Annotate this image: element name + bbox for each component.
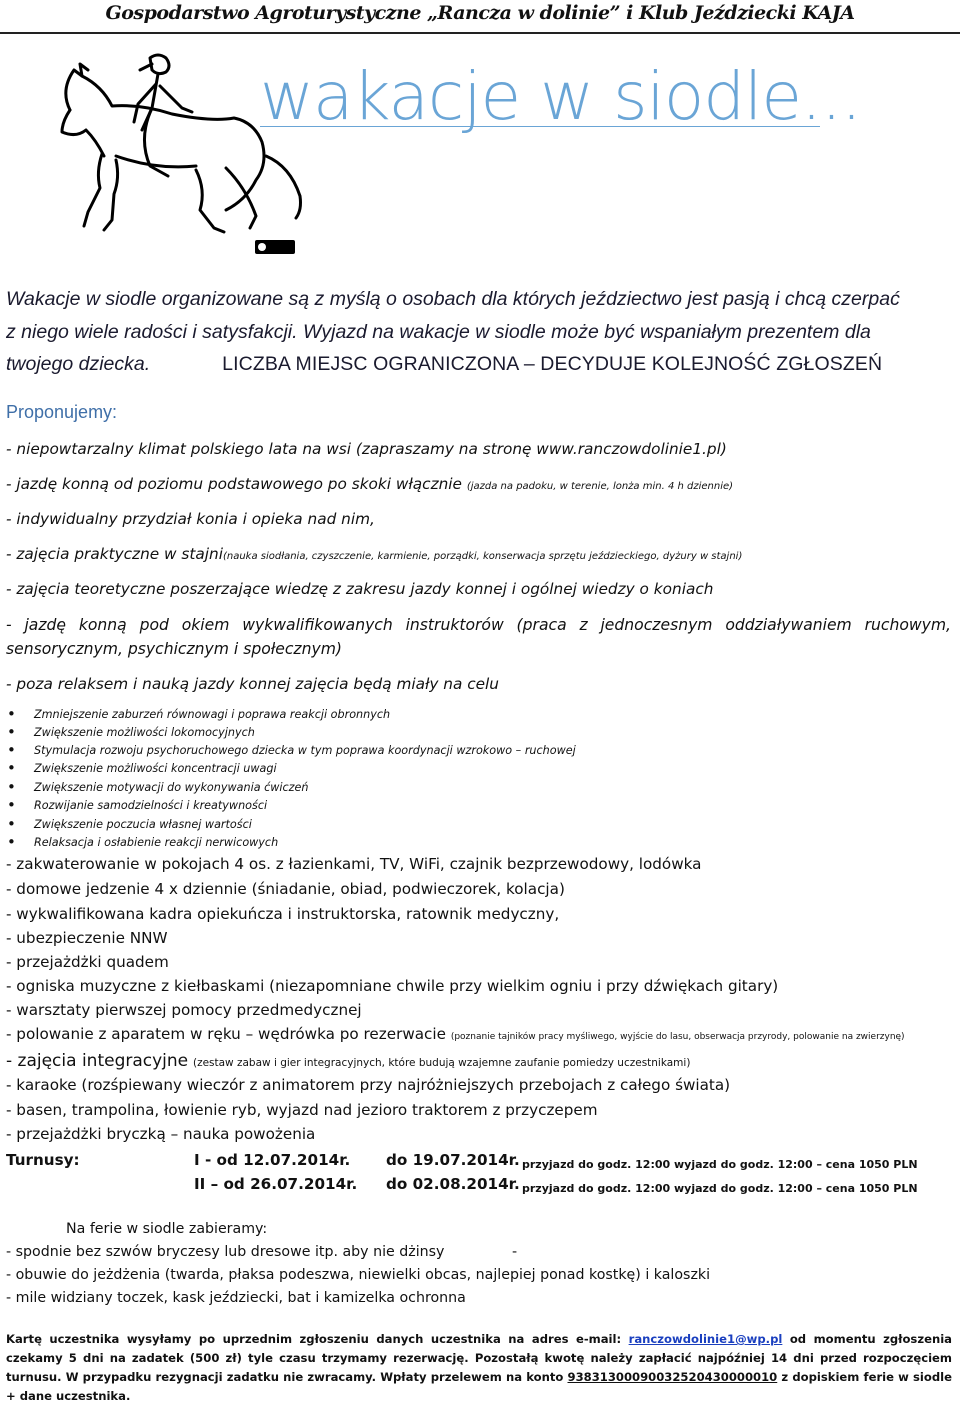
goal-item: • Zwiększenie motywacji do wykonywania ćwiczeń <box>34 781 309 794</box>
goal-item: • Zmniejszenie zaburzeń równowagi i poprawa reakcji obronnych <box>34 708 390 721</box>
turnusy-label: Turnusy: <box>6 1151 80 1169</box>
offer-heading: Proponujemy: <box>6 402 118 422</box>
goal-item: • Zwiększenie poczucia własnej wartości <box>34 818 252 831</box>
intro-line-3 <box>6 353 882 376</box>
intro-line-1: Wakacje w siodle organizowane są z myślą o osobach dla których jeździectwo jest pasją i chcą czerpać <box>6 288 900 310</box>
footer-note <box>6 1330 952 1406</box>
extra-item-3: - wykwalifikowana kadra opiekuńcza i instruktorska, ratownik medyczny, <box>6 905 560 923</box>
intro-line-2: z niego wiele radości i satysfakcji. Wyjazd na wakacje w siodle może być wspaniałym prezentem dla <box>6 321 871 343</box>
offer-item-4-note: (nauka siodłania, czyszczenie, karmienie, porządki, konserwacja sprzętu jeździeckiego, dyżury w stajni) <box>222 551 743 562</box>
turnus-2-note-text: przyjazd do godz. 12:00 wyjazd do godz. 12:00 – cena 1050 PLN <box>522 1182 918 1195</box>
header-divider <box>0 32 960 34</box>
extra-item-10: - karaoke (rozśpiewany wieczór z animatorem przy najróżniejszych przebojach z całego świata) <box>6 1076 731 1094</box>
extra-item-6: - ogniska muzyczne z kiełbaskami (niezapomniane chwile przy wielkim ogniu i przy dźwiękach gitary) <box>6 977 779 995</box>
offer-item-5: - zajęcia teoretyczne poszerzające wiedzę z zakresu jazdy konnej i ogólnej wiedzy o koniach <box>6 580 714 598</box>
turnus-2-to: do 02.08.2014r. <box>386 1175 520 1193</box>
extra-item-8-note: (poznanie tajników pracy myśliwego, wyjście do lasu, obserwacja przyrody, polowanie na zwierzynę) <box>450 1032 905 1042</box>
header-title: Gospodarstwo Agroturystyczne „Rancza w dolinie” i Klub Jeździecki KAJA <box>105 2 855 24</box>
title-underline <box>260 126 820 127</box>
turnus-1-from: I - od 12.07.2014r. <box>194 1151 351 1169</box>
limited-places-notice: LICZBA MIEJSC OGRANICZONA – DECYDUJE KOLEJNOŚĆ ZGŁOSZEŃ <box>222 353 883 375</box>
ferie-item-1-dash: - <box>512 1244 518 1260</box>
offer-item-2 <box>6 475 733 493</box>
extra-item-7: - warsztaty pierwszej pomocy przedmedycznej <box>6 1001 362 1019</box>
turnus-2-from: II – od 26.07.2014r. <box>194 1175 358 1193</box>
ferie-item-3: - mile widziany toczek, kask jeździecki, bat i kamizelka ochronna <box>6 1290 466 1306</box>
extra-item-9-text: - zajęcia integracyjne <box>6 1051 189 1071</box>
goal-item: • Rozwijanie samodzielności i kreatywności <box>34 799 267 812</box>
extra-item-11: - basen, trampolina, łowienie ryb, wyjazd nad jezioro traktorem z przyczepem <box>6 1101 598 1119</box>
goal-item: • Zwiększenie możliwości lokomocyjnych <box>34 726 255 739</box>
offer-item-2-note: (jazda na padoku, w terenie, lonża min. 4 h dziennie) <box>466 481 734 492</box>
offer-item-3: - indywidualny przydział konia i opieka nad nim, <box>6 510 375 528</box>
footer-text-1: Kartę uczestnika wysyłamy po uprzednim zgłoszeniu danych uczestnika na adres e-mail: <box>6 1332 629 1346</box>
turnus-1-to: do 19.07.2014r. <box>386 1151 520 1169</box>
goal-item: • Zwiększenie możliwości koncentracji uwagi <box>34 762 277 775</box>
intro-line-3-text: twojego dziecka. <box>6 353 151 375</box>
extra-item-9-note: (zestaw zabaw i gier integracyjnych, które budują wzajemne zaufanie pomiedzy uczestnikami) <box>192 1057 691 1069</box>
contact-email-link[interactable]: ranczowdolinie1@wp.pl <box>628 1332 783 1346</box>
goal-item: • Stymulacja rozwoju psychoruchowego dziecka w tym poprawa koordynacji wzrokowo – ruchowej <box>34 744 576 757</box>
extra-item-1: - zakwaterowanie w pokojach 4 os. z łazienkami, TV, WiFi, czajnik bezprzewodowy, lodówka <box>6 855 702 873</box>
ferie-item-2: - obuwie do jeżdżenia (twarda, płaksa podeszwa, niewielki obcas, najlepiej ponad kostkę) i kaloszki <box>6 1267 711 1283</box>
page-title: wakacje w siodle... <box>260 58 861 135</box>
extra-item-12: - przejażdżki bryczką – nauka powożenia <box>6 1125 316 1143</box>
extra-item-4: - ubezpieczenie NNW <box>6 929 168 947</box>
ferie-item-1: - spodnie bez szwów bryczesy lub dresowe itp. aby nie dżinsy <box>6 1244 445 1260</box>
offer-item-4 <box>6 545 742 563</box>
turnus-2-note <box>522 1178 918 1196</box>
extra-item-8-text: - polowanie z aparatem w ręku – wędrówka po rezerwacie <box>6 1025 446 1043</box>
offer-item-7: - poza relaksem i nauką jazdy konnej zajęcia będą miały na celu <box>6 675 499 693</box>
extra-item-5: - przejażdżki quadem <box>6 953 169 971</box>
turnus-1-note-text: przyjazd do godz. 12:00 wyjazd do godz. 12:00 – cena 1050 PLN <box>522 1158 918 1171</box>
turnus-1-note <box>522 1154 918 1172</box>
offer-item-2-text: - jazdę konną od poziomu podstawowego po skoki włącznie <box>6 475 462 493</box>
footer-text-2: od momentu zgłoszenia czekamy 5 dni na zadatek (500 zł) tyle czasu trzymamy rezerwację. Pozostałą kwotę należy zapłacić najpóźniej 14 dni przed rozpoczęciem turnusu. W przypadku rezygnacji zadatku nie zwracamy. Wpłaty przelewem na konto <box>6 1332 952 1384</box>
extra-item-8 <box>6 1025 905 1043</box>
offer-item-1: - niepowtarzalny klimat polskiego lata na wsi (zapraszamy na stronę www.ranczowdolinie1.pl) <box>6 440 727 458</box>
goal-item: • Relaksacja i osłabienie reakcji nerwicowych <box>34 836 278 849</box>
footer-text-3: z dopiskiem ferie w siodle + dane uczestnika. <box>6 1370 952 1403</box>
extra-item-9 <box>6 1051 690 1071</box>
bank-account-number: 93831300090032520430000010 <box>567 1370 778 1384</box>
offer-item-4-text: - zajęcia praktyczne w stajni <box>6 545 223 563</box>
ferie-heading: Na ferie w siodle zabieramy: <box>66 1221 268 1237</box>
offer-item-6: - jazdę konną pod okiem wykwalifikowanych instruktorów (praca z jednoczesnym oddziaływaniem ruchowym, sensorycznym, psychicznym i społecznym) <box>6 616 951 658</box>
extra-item-2: - domowe jedzenie 4 x dziennie (śniadanie, obiad, podwieczorek, kolacja) <box>6 880 565 898</box>
